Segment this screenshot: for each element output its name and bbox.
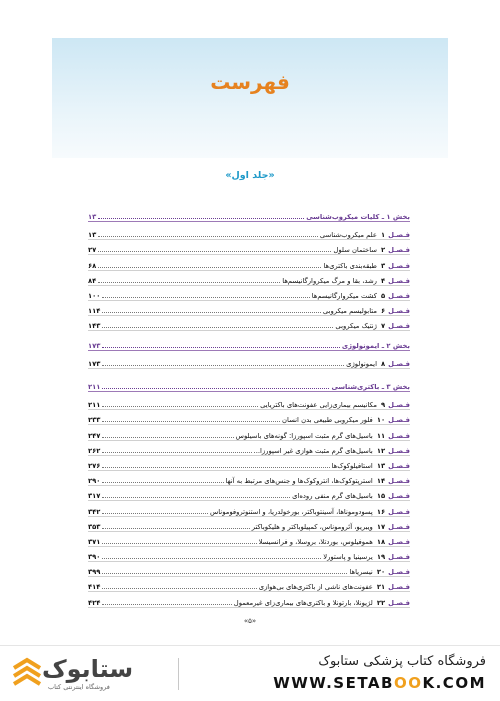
section-title: بخش ۱ ـ کلیات میکروب‌شناسی <box>306 213 410 221</box>
chapter-label: فـصـل <box>388 231 410 240</box>
toc-row[interactable] <box>88 501 410 516</box>
toc-row[interactable] <box>88 425 410 440</box>
chapter-number: ۱۰ <box>376 416 386 425</box>
chapter-label: فـصـل <box>388 401 410 410</box>
toc-row[interactable] <box>88 354 410 369</box>
leader-dots <box>102 513 207 514</box>
toc-row[interactable] <box>88 301 410 316</box>
chapter-number: ۱۶ <box>376 507 386 516</box>
chapter-title: مکانیسم بیماری‌زایی عفونت‌های باکتریایی <box>260 401 377 410</box>
chapter-page: ۳۹۹ <box>88 568 101 577</box>
store-logo[interactable] <box>10 652 170 696</box>
section-title: بخش ۲ ـ ایمونولوژی <box>341 342 410 350</box>
chapter-number: ۱۴ <box>376 477 386 486</box>
chapter-label: فـصـل <box>388 553 410 562</box>
toc-row[interactable] <box>88 225 410 240</box>
toc-row[interactable] <box>88 486 410 501</box>
leader-dots <box>102 388 329 389</box>
chapter-number: ۲ <box>380 246 386 255</box>
section-page: ۲۱۱ <box>88 383 101 391</box>
chapter-number: ۱۵ <box>376 492 386 501</box>
toc-row[interactable] <box>88 532 410 547</box>
leader-dots <box>102 421 280 422</box>
chapter-number: ۲۰ <box>376 568 386 577</box>
chapter-title: فلور میکروبی طبیعی بدن انسان <box>282 416 373 425</box>
chapter-label: فـصـل <box>388 431 410 440</box>
chapter-page: ۶۸ <box>88 261 97 270</box>
chapter-number: ۴ <box>380 276 386 285</box>
toc-row[interactable] <box>88 562 410 577</box>
leader-dots <box>98 251 331 252</box>
leader-dots <box>102 467 329 468</box>
toc-section-3 <box>88 378 410 608</box>
chapter-number: ۷ <box>380 322 386 331</box>
chapter-page: ۱۱۴ <box>88 307 101 316</box>
page-title: فهرست <box>210 70 290 94</box>
chapter-title: ویبریو، آئروموناس، کمپیلوباکتر و هلیکوباکتر <box>251 522 373 531</box>
leader-dots <box>98 236 318 237</box>
chapter-label: فـصـل <box>388 537 410 546</box>
toc-row[interactable] <box>88 395 410 410</box>
chapter-page: ۳۴۲ <box>88 507 101 516</box>
chapter-title: علم میکروب‌شناسی <box>319 231 377 240</box>
leader-dots <box>102 347 339 348</box>
chapter-page: ۴۱۴ <box>88 583 101 592</box>
store-url-link[interactable] <box>273 674 486 692</box>
leader-dots <box>102 604 231 605</box>
chapter-number: ۲۲ <box>376 598 386 607</box>
chapter-title: پسودوموناها، آسینتوباکتر، بورخولدریا، و استنوتروفوموناس <box>209 507 373 516</box>
chapter-label: فـصـل <box>388 583 410 592</box>
chapter-title: یرسینیا و پاستورلا <box>323 553 373 562</box>
chapter-label: فـصـل <box>388 446 410 455</box>
chapter-title: طبقه‌بندی باکتری‌ها <box>323 261 377 270</box>
chapter-label: فـصـل <box>388 276 410 285</box>
toc-row[interactable] <box>88 410 410 425</box>
chapter-label: فـصـل <box>388 598 410 607</box>
leader-dots <box>98 282 280 283</box>
toc-row[interactable] <box>88 517 410 532</box>
section-heading <box>88 208 410 222</box>
chapter-page: ۱۳ <box>88 231 97 240</box>
chapter-number: ۹ <box>380 401 386 410</box>
leader-dots <box>102 365 344 366</box>
book-stack-icon <box>10 654 44 694</box>
chapter-label: فـصـل <box>388 522 410 531</box>
chapter-title: نیسریاها <box>349 568 373 577</box>
url-oo: OO <box>393 674 423 692</box>
chapter-label: فـصـل <box>388 307 410 316</box>
chapter-label: فـصـل <box>388 360 410 369</box>
leader-dots <box>102 406 258 407</box>
chapter-page: ۱۴۳ <box>88 322 101 331</box>
chapter-number: ۱۳ <box>376 461 386 470</box>
chapter-title: استافیلوکوک‌ها <box>331 461 373 470</box>
toc-section-1 <box>88 208 410 331</box>
chapter-number: ۱۱ <box>376 431 386 440</box>
leader-dots <box>102 497 290 498</box>
leader-dots <box>98 218 304 219</box>
chapter-label: فـصـل <box>388 261 410 270</box>
toc-row[interactable] <box>88 577 410 592</box>
toc-row[interactable] <box>88 286 410 301</box>
toc-row[interactable] <box>88 316 410 331</box>
store-name: فروشگاه کتاب پزشکی ستابوک <box>318 654 486 669</box>
toc-row[interactable] <box>88 471 410 486</box>
section-heading <box>88 378 410 392</box>
section-page: ۱۳ <box>88 213 97 221</box>
leader-dots <box>98 267 321 268</box>
chapter-title: کشت میکروارگانیسم‌ها <box>311 291 377 300</box>
chapter-page: ۱۷۳ <box>88 360 101 369</box>
leader-dots <box>102 543 256 544</box>
chapter-title: ژنتیک میکروبی <box>335 322 377 331</box>
chapter-page: ۲۷۶ <box>88 461 101 470</box>
toc-row[interactable] <box>88 547 410 562</box>
chapter-title: هموفیلوس، بوردتلا، بروسلا، و فرانسیسلا <box>258 537 373 546</box>
section-heading <box>88 337 410 351</box>
chapter-title: استرپتوکوک‌ها، انتروکوک‌ها و جنس‌های مرتبط به آنها <box>225 477 373 486</box>
chapter-label: فـصـل <box>388 568 410 577</box>
leader-dots <box>102 452 251 453</box>
chapter-number: ۱۲ <box>376 446 386 455</box>
leader-dots <box>102 327 333 328</box>
chapter-number: ۱۸ <box>376 537 386 546</box>
chapter-number: ۸ <box>380 360 386 369</box>
chapter-title: ایمونولوژی <box>346 360 377 369</box>
chapter-label: فـصـل <box>388 492 410 501</box>
leader-dots <box>102 558 321 559</box>
chapter-title: باسیل‌های گرم منفی روده‌ای <box>292 492 373 501</box>
chapter-number: ۱۹ <box>376 553 386 562</box>
url-suffix: K.COM <box>422 674 486 692</box>
chapter-number: ۵ <box>380 291 386 300</box>
chapter-title: رشد، بقا و مرگ میکروارگانیسم‌ها <box>282 276 377 285</box>
leader-dots <box>102 588 256 589</box>
chapter-page: ۱۰۰ <box>88 291 101 300</box>
page-number: «۵» <box>243 617 257 625</box>
chapter-number: ۶ <box>380 307 386 316</box>
volume-label: «جلد اول» <box>225 170 275 181</box>
chapter-page: ۲۴۷ <box>88 431 101 440</box>
url-prefix: WWW.SETAB <box>273 674 394 692</box>
chapter-page: ۲۷ <box>88 246 97 255</box>
leader-dots <box>102 297 309 298</box>
leader-dots <box>102 437 233 438</box>
store-footer <box>0 645 500 701</box>
toc-row[interactable] <box>88 255 410 270</box>
chapter-title: باسیل‌های گرم مثبت هوازی غیر اسپورزا... <box>253 446 373 455</box>
toc-row[interactable] <box>88 441 410 456</box>
leader-dots <box>102 573 347 574</box>
chapter-number: ۱ <box>380 231 386 240</box>
chapter-page: ۳۱۷ <box>88 492 101 501</box>
chapter-number: ۳ <box>380 261 386 270</box>
chapter-label: فـصـل <box>388 322 410 331</box>
chapter-page: ۲۱۱ <box>88 401 101 410</box>
chapter-page: ۳۵۳ <box>88 522 101 531</box>
toc-row[interactable] <box>88 592 410 607</box>
leader-dots <box>102 312 320 313</box>
chapter-page: ۳۹۰ <box>88 553 101 562</box>
book-page <box>52 0 448 645</box>
chapter-page: ۲۳۳ <box>88 416 101 425</box>
chapter-label: فـصـل <box>388 477 410 486</box>
header-band <box>52 38 448 158</box>
chapter-label: فـصـل <box>388 291 410 300</box>
toc-row[interactable] <box>88 456 410 471</box>
chapter-title: لژیونلا، بارتونلا و باکتری‌های بیماری‌زای غیرمعمول <box>233 598 373 607</box>
chapter-page: ۴۲۴ <box>88 598 101 607</box>
chapter-label: فـصـل <box>388 416 410 425</box>
chapter-page: ۳۷۱ <box>88 537 101 546</box>
logo-tagline: فروشگاه اینترنتی کتاب <box>48 683 110 691</box>
section-title: بخش ۳ ـ باکتری‌شناسی <box>331 383 410 391</box>
toc-row[interactable] <box>88 240 410 255</box>
toc-row[interactable] <box>88 271 410 286</box>
chapter-title: متابولیسم میکروبی <box>322 307 377 316</box>
footer-divider <box>178 658 179 690</box>
chapter-label: فـصـل <box>388 507 410 516</box>
leader-dots <box>102 482 223 483</box>
chapter-page: ۸۴ <box>88 276 97 285</box>
chapter-title: عفونت‌های ناشی از باکتری‌های بی‌هوازی <box>258 583 373 592</box>
chapter-page: ۲۹۰ <box>88 477 101 486</box>
section-page: ۱۷۳ <box>88 342 101 350</box>
chapter-label: فـصـل <box>388 246 410 255</box>
chapter-number: ۱۷ <box>376 522 386 531</box>
toc-section-2 <box>88 337 410 369</box>
leader-dots <box>102 528 249 529</box>
chapter-title: باسیل‌های گرم مثبت اسپورزا: گونه‌های باسیلوس <box>235 431 373 440</box>
chapter-label: فـصـل <box>388 461 410 470</box>
chapter-number: ۲۱ <box>376 583 386 592</box>
logo-wordmark: ستابوک <box>42 655 134 683</box>
chapter-page: ۲۶۲ <box>88 446 101 455</box>
chapter-title: ساختمان سلول <box>333 246 377 255</box>
